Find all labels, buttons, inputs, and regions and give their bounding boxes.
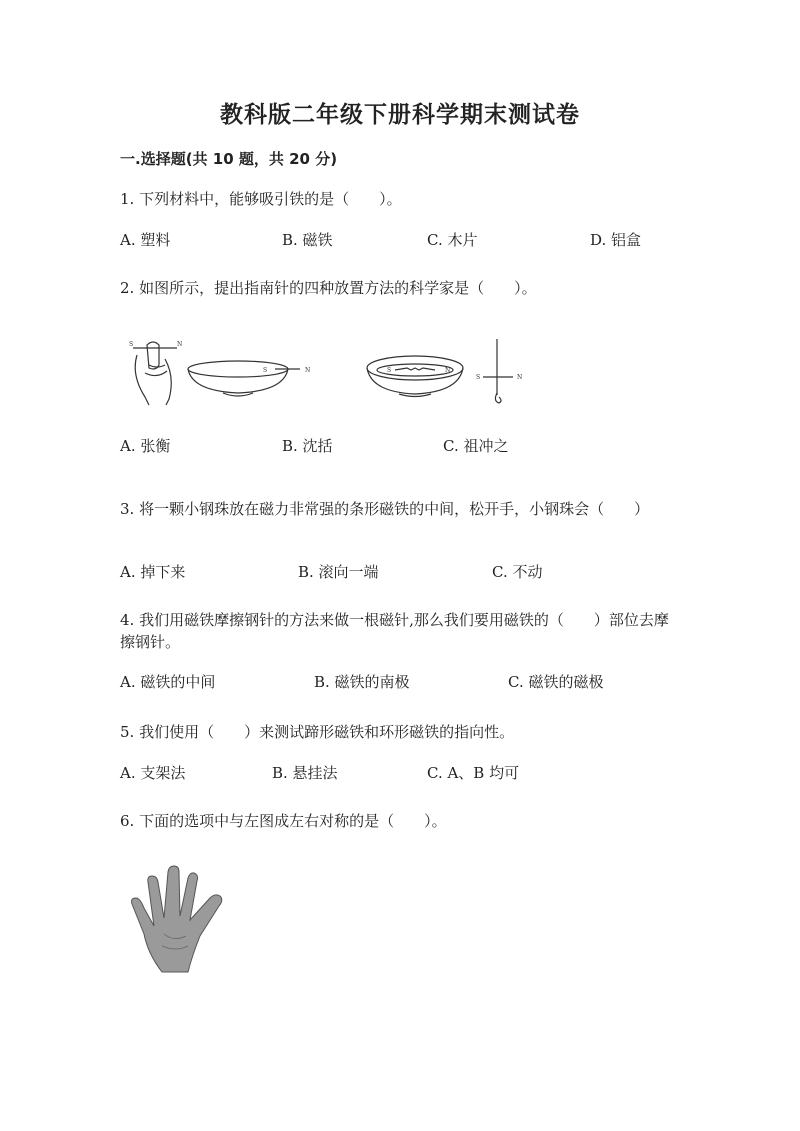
water-float-illustration (367, 356, 463, 397)
q5-option-c: C. A、B 均可 (427, 764, 520, 782)
question-6: 6. 下面的选项中与左图成左右对称的是（ ）。 (120, 812, 447, 830)
q5-option-a: A. 支架法 (120, 764, 186, 782)
question-5: 5. 我们使用（ ）来测试蹄形磁铁和环形磁铁的指向性。 (120, 723, 515, 741)
q4-option-a: A. 磁铁的中间 (120, 673, 216, 691)
svg-text:S: S (387, 367, 392, 374)
question-4: 4. 我们用磁铁摩擦钢针的方法来做一根磁针,那么我们要用磁铁的（ ）部位去摩擦钢针。 (120, 611, 669, 651)
hand-shape (132, 866, 222, 972)
compass-placement-figure (125, 335, 545, 410)
q3-option-c: C. 不动 (492, 563, 543, 581)
section-heading: 一.选择题(共 10 题，共 20 分) (120, 150, 338, 168)
bowl-edge-illustration (188, 361, 300, 396)
q1-option-d: D. 铝盒 (590, 231, 642, 249)
svg-text:N: N (177, 341, 183, 348)
svg-text:S: S (129, 341, 134, 348)
q1-option-b: B. 磁铁 (282, 231, 333, 249)
q3-option-b: B. 滚向一端 (298, 563, 379, 581)
q5-option-b: B. 悬挂法 (272, 764, 338, 782)
q3-option-a: A. 掉下来 (120, 563, 186, 581)
q1-option-c: C. 木片 (427, 231, 478, 249)
svg-text:S: S (476, 374, 481, 381)
q4-option-b: B. 磁铁的南极 (314, 673, 410, 691)
svg-text:N: N (517, 374, 523, 381)
question-2: 2. 如图所示，提出指南针的四种放置方法的科学家是（ ）。 (120, 279, 537, 297)
svg-text:N: N (305, 367, 311, 374)
q4-option-c: C. 磁铁的磁极 (508, 673, 604, 691)
q2-option-b: B. 沈括 (282, 437, 333, 455)
page-title: 教科版二年级下册科学期末测试卷 (220, 102, 580, 128)
q2-option-a: A. 张衡 (120, 437, 171, 455)
question-1: 1. 下列材料中，能够吸引铁的是（ ）。 (120, 190, 402, 208)
question-3: 3. 将一颗小钢珠放在磁力非常强的条形磁铁的中间，松开手，小钢珠会（ ） (120, 500, 650, 518)
hand-image (128, 864, 238, 976)
svg-text:N: N (445, 367, 451, 374)
svg-text:S: S (263, 367, 268, 374)
q1-option-a: A. 塑料 (120, 231, 171, 249)
finger-method-illustration (133, 342, 177, 405)
q2-option-c: C. 祖冲之 (443, 437, 509, 455)
hanging-method-illustration (483, 339, 513, 403)
